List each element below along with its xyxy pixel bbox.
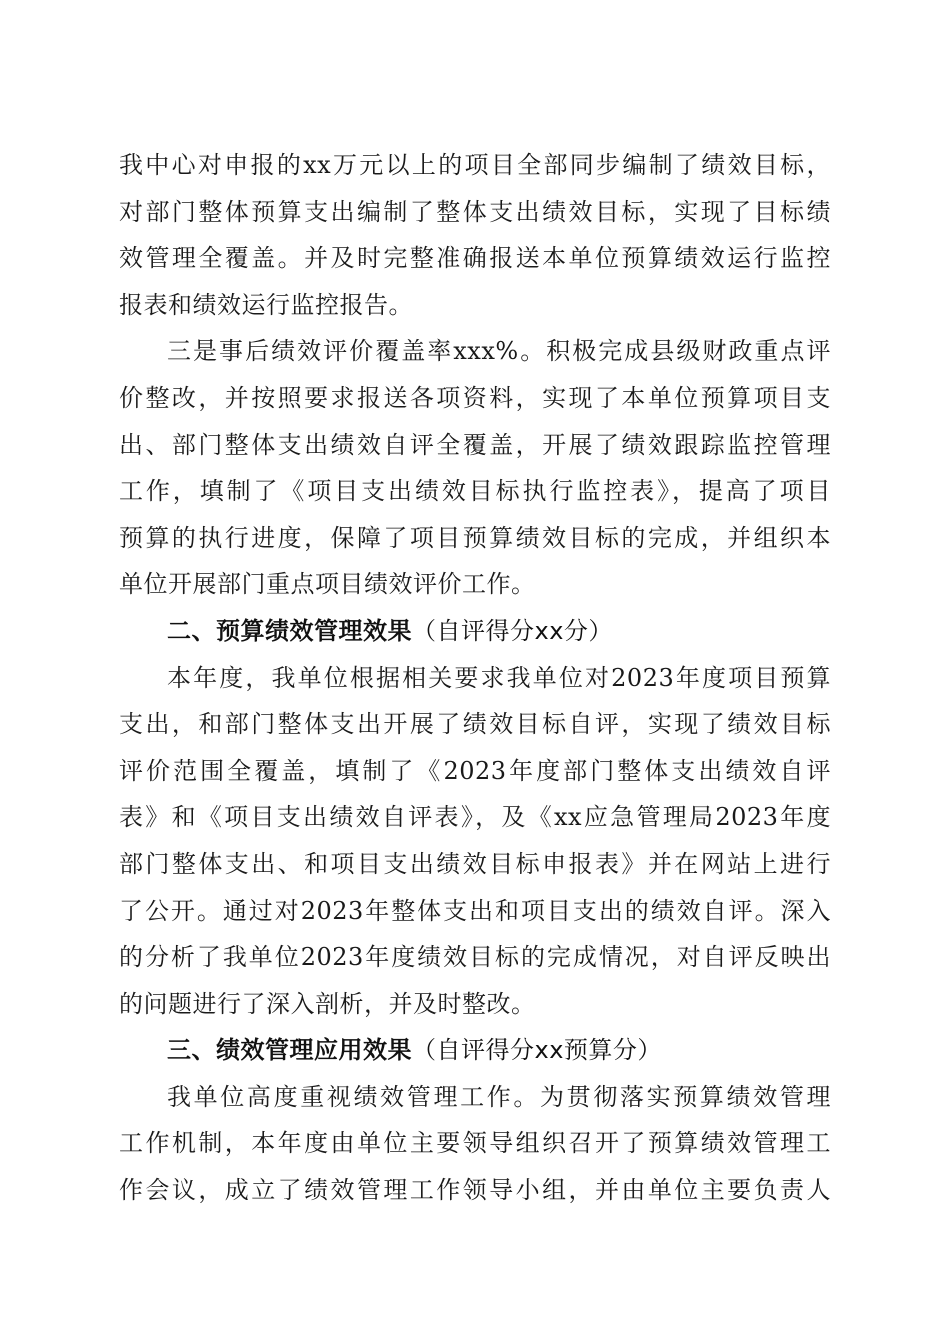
text-line: 对部门整体预算支出编制了整体支出绩效目标，实现了目标绩	[119, 197, 831, 226]
text-line: 报表和绩效运行监控报告。	[119, 290, 413, 319]
text-line: 的分析了我单位2023年度绩效目标的完成情况，对自评反映出	[119, 943, 831, 972]
text-line: 出、部门整体支出绩效自评全覆盖，开展了绩效跟踪监控管理	[119, 430, 831, 459]
text-line: 的问题进行了深入剖析，并及时整改。	[119, 989, 536, 1018]
text-line: 支出，和部门整体支出开展了绩效目标自评，实现了绩效目标	[119, 710, 831, 739]
text-line: 预算的执行进度，保障了项目预算绩效目标的完成，并组织本	[119, 523, 831, 552]
text-line: 表》和《项目支出绩效自评表》，及《xx应急管理局2023年度	[119, 803, 831, 832]
section-heading-score-note: （自评得分xx预算分）	[412, 1036, 662, 1065]
text-line: 三是事后绩效评价覆盖率xxx%。积极完成县级财政重点评	[167, 337, 831, 366]
paragraph-performance-targets	[119, 142, 831, 328]
section-heading-label: 三、绩效管理应用效果	[167, 1036, 412, 1065]
text-line: 我中心对申报的xx万元以上的项目全部同步编制了绩效目标，	[119, 151, 831, 179]
section-heading-label: 二、预算绩效管理效果	[167, 616, 412, 645]
text-line: 评价范围全覆盖，填制了《2023年度部门整体支出绩效自评	[119, 756, 831, 785]
text-line: 价整改，并按照要求报送各项资料，实现了本单位预算项目支	[119, 383, 831, 412]
paragraph-post-evaluation	[119, 328, 831, 608]
text-line: 单位开展部门重点项目绩效评价工作。	[119, 570, 536, 599]
text-line: 工作机制，本年度由单位主要领导组织召开了预算绩效管理工	[119, 1129, 831, 1158]
text-line: 部门整体支出、和项目支出绩效目标申报表》并在网站上进行	[119, 849, 831, 878]
text-line: 作会议，成立了绩效管理工作领导小组，并由单位主要负责人	[119, 1176, 831, 1205]
section-heading-budget-performance	[119, 608, 831, 655]
section-heading-score-note: （自评得分xx分）	[412, 616, 613, 645]
text-line: 我单位高度重视绩效管理工作。为贯彻落实预算绩效管理	[167, 1082, 831, 1111]
text-line: 本年度，我单位根据相关要求我单位对2023年度项目预算	[167, 663, 831, 692]
text-line: 效管理全覆盖。并及时完整准确报送本单位预算绩效运行监控	[119, 244, 831, 273]
section-heading-application-effect	[119, 1027, 831, 1074]
document-body	[119, 142, 831, 1214]
text-line: 工作，填制了《项目支出绩效目标执行监控表》，提高了项目	[119, 477, 831, 506]
paragraph-management-mechanism	[119, 1074, 831, 1214]
paragraph-self-evaluation	[119, 655, 831, 1028]
text-line: 了公开。通过对2023年整体支出和项目支出的绩效自评。深入	[119, 896, 831, 925]
